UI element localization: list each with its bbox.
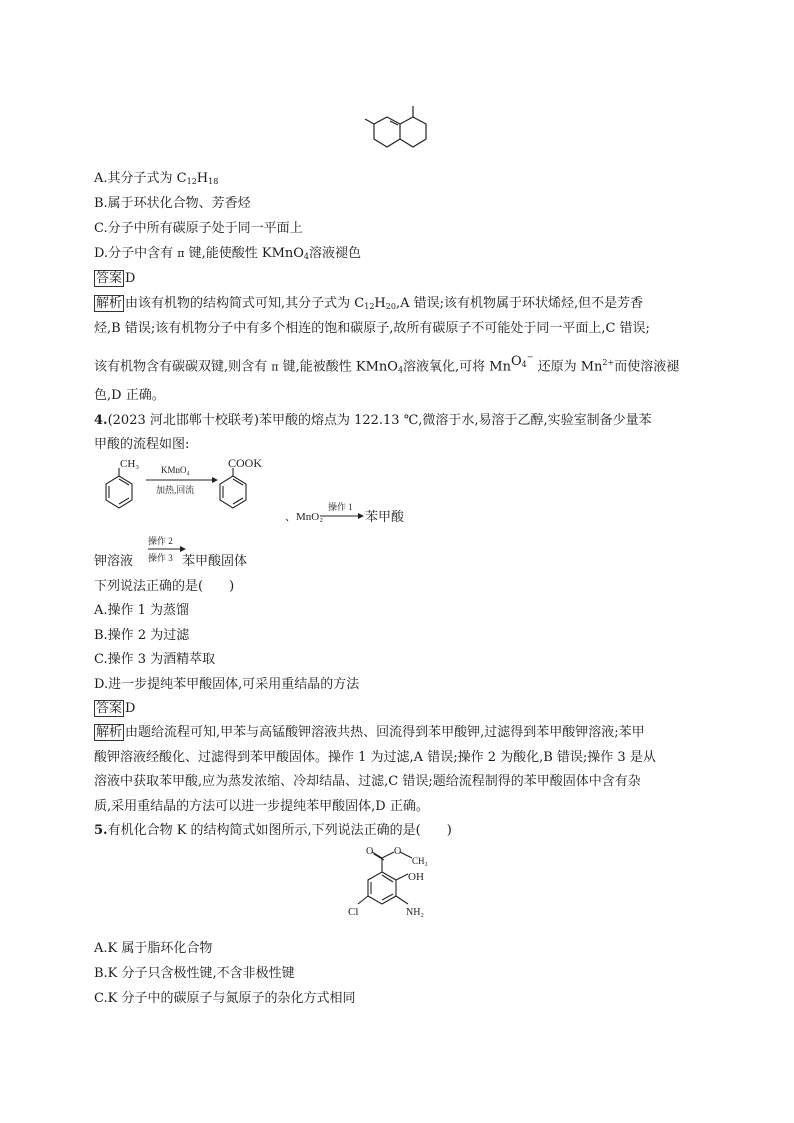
q4-analysis-line4: 质,采用重结晶的方法可以进一步提纯苯甲酸固体,D 正确。 bbox=[94, 799, 429, 814]
reagent-label: KMnO₄ bbox=[161, 465, 190, 475]
q5-structure-diagram bbox=[340, 842, 460, 932]
q3-analysis-line1: 解析 由该有机物的结构简式可知,其分子式为 $C_{12}H_{20},A$ 错误;该有机物属于环状烯烃,但不是芳香 bbox=[96, 296, 644, 311]
q3-option-c: C.分子中所有碳原子处于同一平面上 bbox=[94, 221, 303, 236]
answer-label: 答案 bbox=[96, 271, 123, 286]
oh-label: OH bbox=[408, 871, 424, 883]
q4-option-b: B.操作 2 为过滤 bbox=[94, 628, 190, 643]
benzoic-acid-solid-label: 苯甲酸固体 bbox=[182, 554, 248, 569]
mno2-label: 、MnO₂ bbox=[285, 511, 324, 523]
q3-analysis-line2: 烃,B 错误;该有机物分子中有多个相连的饱和碳原子,故所有碳原子不可能处于同一平面上,C 错误; bbox=[94, 321, 650, 336]
condition-label: 加热,回流 bbox=[156, 485, 195, 495]
cl-label: Cl bbox=[348, 906, 359, 918]
q4-flow-diagram bbox=[94, 456, 424, 534]
answer-value: D bbox=[125, 701, 136, 716]
toluene-ch3-label: CH₃ bbox=[120, 458, 140, 470]
answer-label: 答案 bbox=[96, 701, 123, 716]
q4-stem-line2: 甲酸的流程如图: bbox=[94, 437, 190, 452]
q3-analysis-line4: 色,D 正确。 bbox=[94, 388, 165, 403]
q5-option-a: A.K 属于脂环化合物 bbox=[94, 941, 213, 956]
q4-option-d: D.进一步提纯苯甲酸固体,可采用重结晶的方法 bbox=[94, 677, 360, 692]
op2-label: 操作 2 bbox=[148, 536, 173, 546]
q3-option-a: A.其分子式为 $C_{12}H_{18}$ bbox=[94, 171, 219, 186]
q5-stem: 5.有机化合物 K 的结构简式如图所示,下列说法正确的是( ) bbox=[94, 823, 452, 838]
q4-analysis-line1: 解析 由题给流程可知,甲苯与高锰酸钾溶液共热、回流得到苯甲酸钾,过滤得到苯甲酸钾溶液;苯甲 bbox=[96, 725, 645, 740]
answer-value: D bbox=[125, 271, 136, 286]
q3-option-d: D.分子中含有 π 键,能使酸性 KMnO$_4$溶液褪色 bbox=[94, 246, 362, 261]
q4-analysis-line2: 酸钾溶液经酸化、过滤得到苯甲酸固体。操作 1 为过滤,A 错误;操作 2 为酸化,B 错误;操作 3 是从 bbox=[94, 750, 656, 765]
analysis-label: 解析 bbox=[96, 725, 123, 740]
q4-answer bbox=[94, 700, 135, 718]
q3-analysis-line3: 该有机物含有碳碳双键,则含有 π 键,能被酸性 KMnO$_4$溶液氧化,可将 MnO$_4$− 还原为 $Mn^{2+}$而使溶液褪 bbox=[94, 353, 680, 375]
benzoic-acid-label: 苯甲酸 bbox=[365, 509, 405, 524]
op3-label: 操作 3 bbox=[148, 553, 173, 563]
q4-stem-line1: 4.(2023 河北邯郸十校联考)苯甲酸的熔点为 122.13 ℃,微溶于水,易溶于乙醇,实验室制备少量苯 bbox=[94, 413, 652, 428]
potassium-solution-label: 钾溶液 bbox=[94, 554, 134, 569]
nh2-label: NH₂ bbox=[406, 907, 424, 918]
q4-option-a: A.操作 1 为蒸馏 bbox=[94, 603, 190, 618]
svg-text:O: O bbox=[394, 846, 402, 857]
q3-structure-diagram bbox=[360, 104, 440, 160]
q5-option-b: B.K 分子只含极性键,不含非极性键 bbox=[94, 966, 295, 981]
cook-label: COOK bbox=[228, 456, 263, 470]
analysis-label: 解析 bbox=[96, 296, 123, 311]
q4-option-c: C.操作 3 为酒精萃取 bbox=[94, 652, 216, 667]
svg-text:O: O bbox=[366, 846, 374, 857]
q3-option-b: B.属于环状化合物、芳香烃 bbox=[94, 196, 251, 211]
q5-option-c: C.K 分子中的碳原子与氮原子的杂化方式相同 bbox=[94, 991, 356, 1006]
question-number: 5. bbox=[94, 823, 108, 838]
q4-analysis-line3: 溶液中获取苯甲酸,应为蒸发浓缩、冷却结晶、过滤,C 错误;题给流程制得的苯甲酸固体中含有杂 bbox=[94, 774, 641, 789]
question-number: 4. bbox=[94, 413, 108, 428]
q3-answer bbox=[94, 270, 135, 288]
ch3-label: CH₃ bbox=[412, 856, 428, 866]
op1-label: 操作 1 bbox=[328, 502, 353, 512]
q4-question: 下列说法正确的是( ) bbox=[94, 579, 235, 594]
